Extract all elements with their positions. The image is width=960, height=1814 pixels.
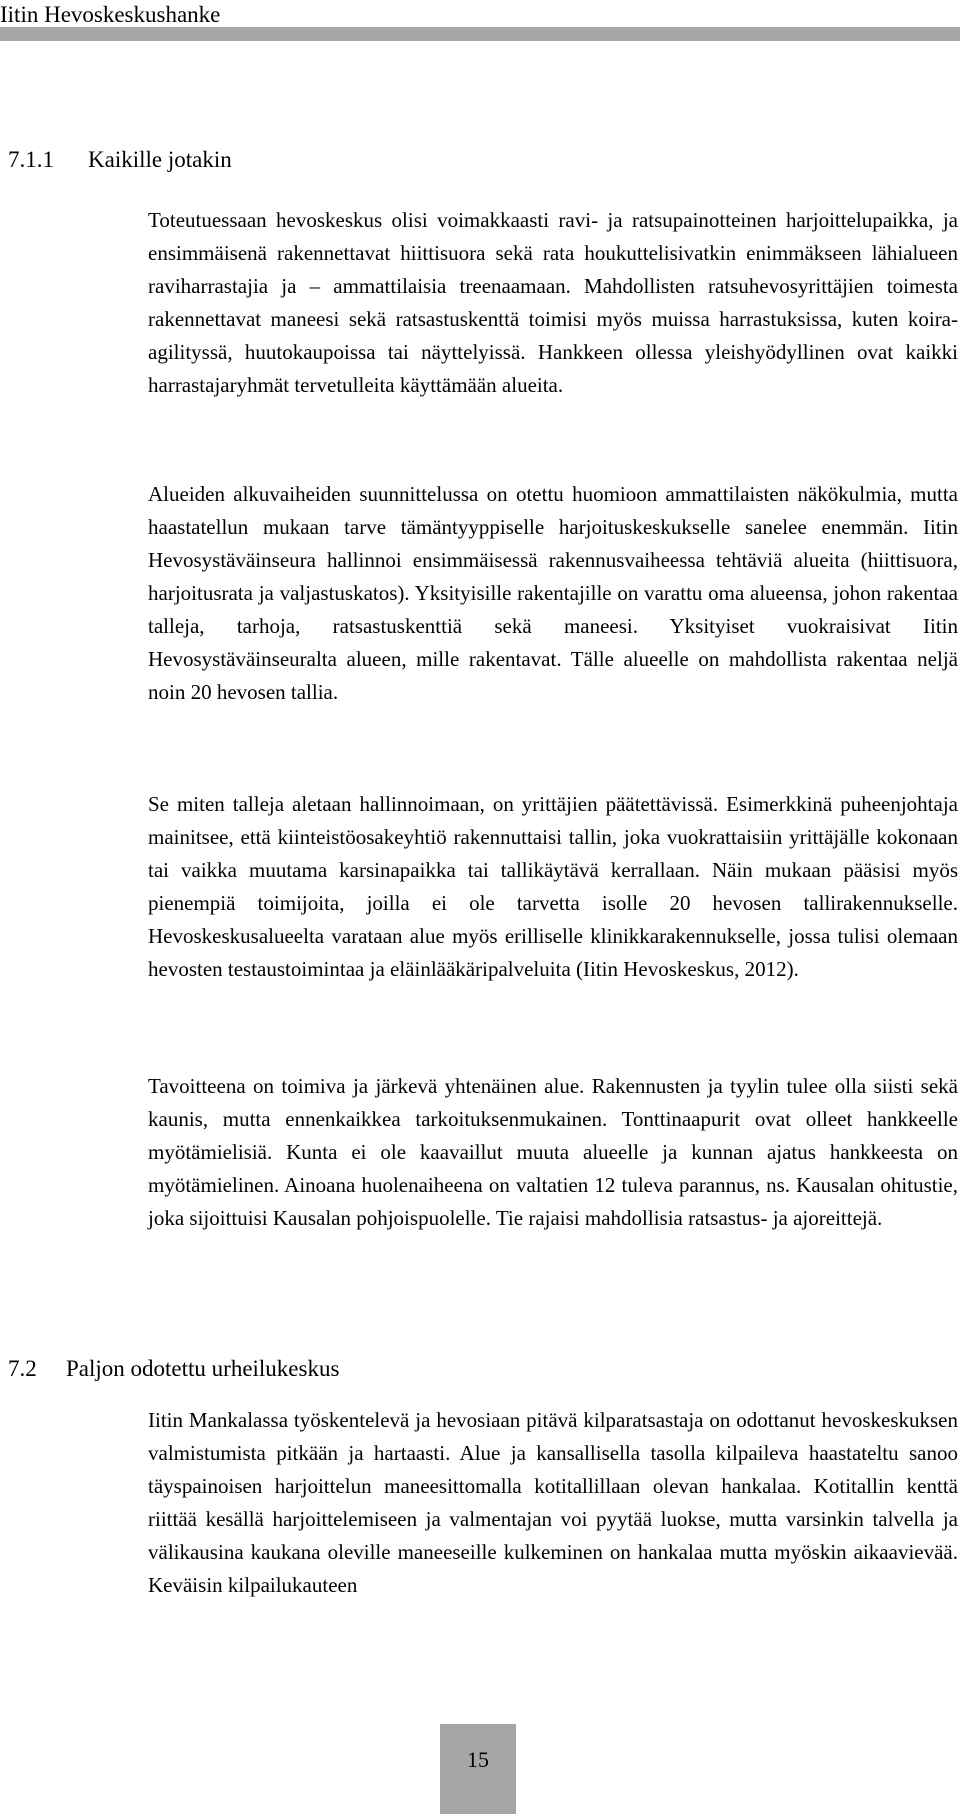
document-header-title: Iitin Hevoskeskushanke xyxy=(0,2,221,27)
paragraph-1: Toteutuessaan hevoskeskus olisi voimakkaasti ravi- ja ratsupainotteinen harjoittelupaikka, ja ensimmäisenä rakennettavat hiittisuora sekä rata houkuttelisivatkin enimmäkseen lähialueen raviharrastajia ja – ammattilaisia treenaamaan. Mahdollisten ratsuhevosyrittäjien toimesta rakennettavat maneesi sekä ratsastuskenttä toimisi myös muissa harrastuksissa, kuten koira-agilityssä, huutokaupoissa tai näyttelyissä. Hankkeen ollessa yleishyödyllinen ovat kaikki harrastajaryhmät tervetulleita käyttämään alueita. xyxy=(148,208,958,397)
section-number: 7.2 xyxy=(8,1356,37,1381)
paragraph-4: Tavoitteena on toimiva ja järkevä yhtenäinen alue. Rakennusten ja tyylin tulee olla siisti sekä kaunis, mutta ennenkaikkea tarkoituksenmukainen. Tonttinaapurit ovat olleet hankkeelle myötämielisiä. Kunta ei ole kaavaillut muuta alueelle ja kunnan ajatus hankkeesta on myötämielinen. Ainoana huolenaiheena on valtatien 12 tuleva parannus, ns. Kausalan ohitustie, joka sijoittuisi Kausalan pohjoispuolelle. Tie rajaisi mahdollisia ratsastus- ja ajoreittejä. xyxy=(148,1074,958,1230)
section-number: 7.1.1 xyxy=(8,147,54,172)
section-heading-7-1-1 xyxy=(8,145,948,175)
section-title: Kaikille jotakin xyxy=(88,147,232,172)
paragraph-3: Se miten talleja aletaan hallinnoimaan, on yrittäjien päätettävissä. Esimerkkinä puheenjohtaja mainitsee, että kiinteistöosakeyhtiö rakennuttaisi tallin, joka vuokrattaisiin yrittäjälle kokonaan tai vaikka muutama karsinapaikka tai tallikäytävä kerrallaan. Näin mukaan pääsisi myös pienempiä toimijoita, joilla ei ole tarvetta isolle 20 hevosen tallirakennukselle. Hevoskeskusalueelta varataan alue myös erilliselle klinikkarakennukselle, jossa tulisi olemaan hevosten testaustoimintaa ja eläinlääkäripalveluita (Iitin Hevoskeskus, 2012). xyxy=(148,792,958,981)
page-number: 15 xyxy=(467,1747,489,1772)
paragraph-5: Iitin Mankalassa työskentelevä ja hevosiaan pitävä kilparatsastaja on odottanut hevoskeskuksen valmistumista pitkään ja hartaasti. Alue ja kansallisella tasolla kilpaileva haastateltu sanoo täyspainoisen harjoittelun maneesittomalla kotitallillaan olevan hankalaa. Kotitallin kenttä riittää kesällä harjoittelemiseen ja valmentajan voi pyytää luokse, mutta varsinkin talvella ja välikausina kaukana oleville maneeseille kulkeminen on hankalaa mutta myöskin aikaavievää. Keväisin kilpailukauteen xyxy=(148,1408,958,1597)
section-title: Paljon odotettu urheilukeskus xyxy=(66,1356,340,1381)
section-heading-7-2 xyxy=(8,1354,948,1384)
paragraph-2: Alueiden alkuvaiheiden suunnittelussa on otettu huomioon ammattilaisten näkökulmia, mutta haastatellun mukaan tarve tämäntyyppiselle harjoituskeskukselle sanelee enemmän. Iitin Hevosystäväinseura hallinnoi ensimmäisessä rakennusvaiheessa tehtäviä alueita (hiittisuora, harjoitusrata ja valjastuskatos). Yksityisille rakentajille on varattu oma alueensa, johon rakentaa talleja, tarhoja, ratsastuskenttiä sekä maneesi. Yksityiset vuokraisivat Iitin Hevosystäväinseuralta alueen, mille rakentavat. Tälle alueelle on mahdollista rakentaa neljä noin 20 hevosen tallia. xyxy=(148,482,958,704)
header-rule xyxy=(0,27,960,41)
page-number-box xyxy=(440,1724,516,1814)
